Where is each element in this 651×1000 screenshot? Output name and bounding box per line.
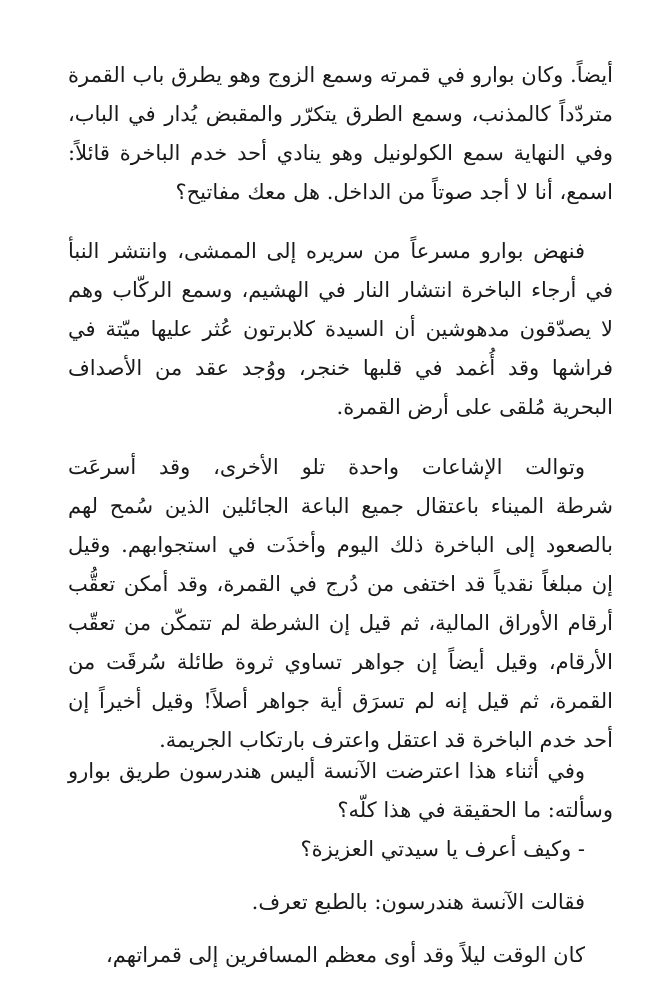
text-line: فراشها وقد أُغمد في قلبها خنجر، ووُجد عقد من الأصداف xyxy=(68,356,614,380)
text-line: شرطة الميناء باعتقال جميع الباعة الجائلين الذين سُمح لهم xyxy=(68,494,613,518)
paragraph-3 xyxy=(68,448,613,760)
text-line: متردّداً كالمذنب، وسمع الطرق يتكرّر والمقبض يُدار في الباب، xyxy=(68,102,613,126)
paragraph-4 xyxy=(68,752,613,830)
paragraph-2 xyxy=(68,232,613,427)
text-line: الأرقام، وقيل أيضاً إن جواهر تساوي ثروة طائلة سُرقَت من xyxy=(68,650,613,674)
text-line: فقالت الآنسة هندرسون: بالطبع تعرف. xyxy=(251,890,585,914)
text-line: وفي النهاية سمع الكولونيل وهو ينادي أحد خدم الباخرة قائلاً: xyxy=(68,141,614,165)
text-line: - وكيف أعرف يا سيدتي العزيزة؟ xyxy=(300,837,585,861)
text-line: وفي أثناء هذا اعترضت الآنسة أليس هندرسون طريق بوارو xyxy=(68,759,585,783)
dialogue-line xyxy=(68,830,613,869)
text-line: اسمع، أنا لا أجد صوتاً من الداخل. هل معك مفاتيح؟ xyxy=(175,180,613,204)
text-line: البحرية مُلقى على أرض القمرة. xyxy=(336,395,613,419)
paragraph-6 xyxy=(68,883,613,922)
text-line: إن مبلغاً نقدياً قد اختفى من دُرج في القمرة، وقد أمكن تعقُّب xyxy=(68,572,613,596)
text-line: بالصعود إلى الباخرة ذلك اليوم وأخذَت في استجوابهم. وقيل xyxy=(68,533,613,557)
text-line: أرقام الأوراق المالية، ثم قيل إن الشرطة لم تتمكّن من تعقّب xyxy=(68,611,613,635)
text-line: وسألته: ما الحقيقة في هذا كلّه؟ xyxy=(337,798,613,822)
text-line: كان الوقت ليلاً وقد أوى معظم المسافرين إلى قمراتهم، xyxy=(105,943,585,967)
text-line: أحد خدم الباخرة قد اعتقل واعترف بارتكاب الجريمة. xyxy=(159,728,613,752)
text-line: القمرة، ثم قيل إنه لم تسرَق أية جواهر أصلاً! وقيل أخيراً إن xyxy=(68,689,613,713)
text-line: وتوالت الإشاعات واحدة تلو الأخرى، وقد أسرعَت xyxy=(68,455,585,479)
text-line: في أرجاء الباخرة انتشار النار في الهشيم، وسمع الركّاب وهم xyxy=(68,278,613,302)
text-line: لا يصدّقون مدهوشين أن السيدة كلابرتون عُثر عليها ميّتة في xyxy=(68,317,613,341)
paragraph-7 xyxy=(68,936,613,975)
text-line: فنهض بوارو مسرعاً من سريره إلى الممشى، وانتشر النبأ xyxy=(68,239,585,263)
paragraph-1 xyxy=(68,56,613,212)
text-line: أيضاً. وكان بوارو في قمرته وسمع الزوج وهو يطرق باب القمرة xyxy=(68,63,613,87)
